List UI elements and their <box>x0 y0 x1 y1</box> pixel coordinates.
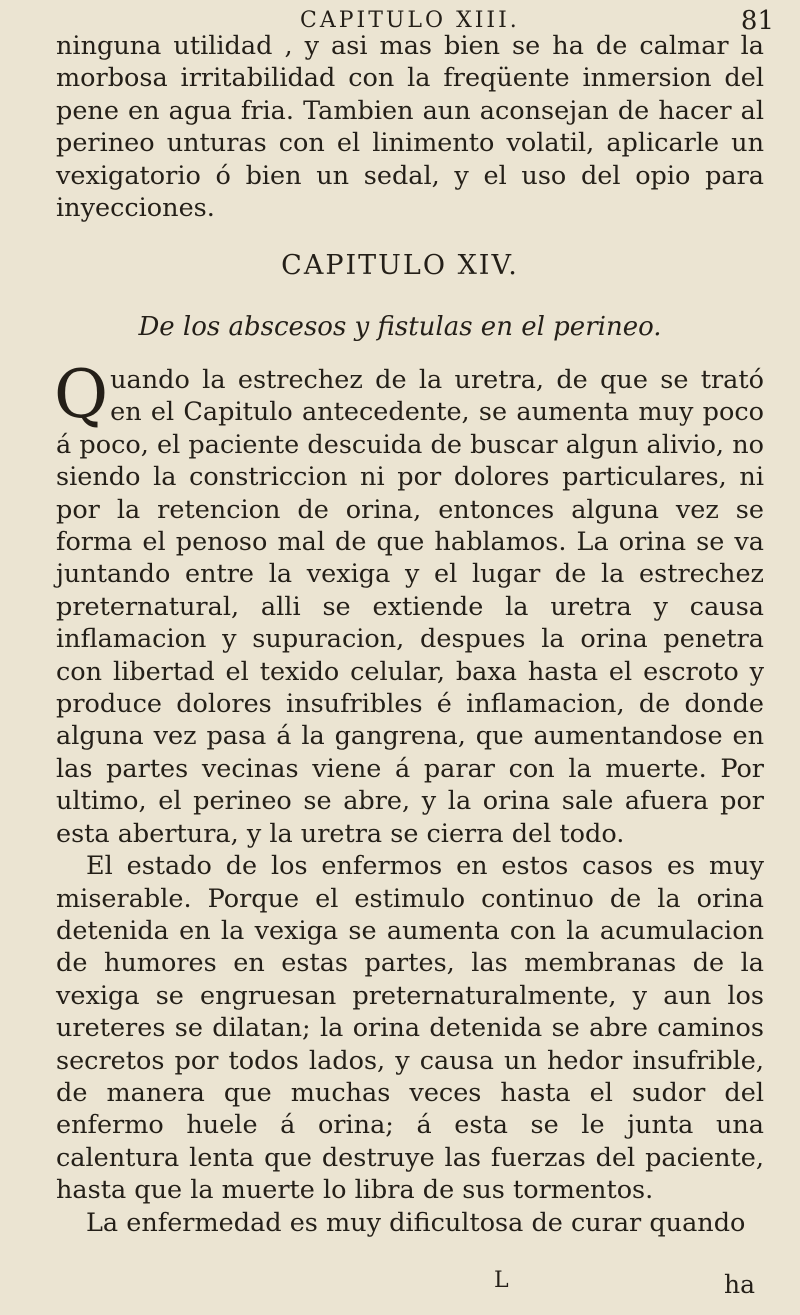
chapter-subtitle: De los abscesos y fistulas en el perineo. <box>138 312 662 342</box>
chapter-body <box>54 356 764 1239</box>
paragraph-third: La enfermedad es muy dificultosa de curar quando <box>86 1207 746 1238</box>
running-title: CAPITULO XIII. <box>300 8 520 33</box>
paragraph-text: uando la estrechez de la uretra, de que se trató en el Capitulo antecedente, se aumenta muy poco á poco, el paciente descuida de buscar algun alivio, no siendo la constriccion ni por dolores particulares, ni por la retencion de orina, entonces alguna vez se forma el penoso mal de que hablamos. La orina se va juntando entre la vexiga y el lugar de la estrechez preternatural, alli se extiende la uretra y causa inflamacion y supuracion, despues la orina penetra con libertad el texido celular, baxa hasta el escroto y produce dolores insufribles é inflamacion, de donde alguna vez pasa á la gangrena, que aumentandose en las partes vecinas viene á parar con la muerte. Por ultimo, el perineo se abre, y la orina sale afuera por esta abertura, y la uretra se cierra del todo. <box>56 365 764 849</box>
paragraph-text: ninguna utilidad , y asi mas bien se ha de calmar la morbosa irritabilidad con la freqüente inmersion del pene en agua fria. Tambien aun aconsejan de hacer al perineo unturas con el linimento volatil, aplicarle un vexigatorio ó bien un sedal, y el uso del opio para inyecciones. <box>56 31 764 224</box>
paragraph-continuation <box>56 30 764 224</box>
paragraph-first <box>54 356 764 850</box>
drop-cap: Q <box>54 356 109 433</box>
page-number: 81 <box>740 6 774 36</box>
catchword: ha <box>724 1270 756 1299</box>
chapter-heading: CAPITULO XIV. <box>281 250 519 281</box>
paragraph-second: El estado de los enfermos en estos casos es muy miserable. Porque el estimulo continuo de la orina detenida en la vexiga se aumenta con la acumulacion de humores en estas partes, las membranas de la vexiga se engruesan preternaturalmente, y aun los ureteres se dilatan; la orina detenida se abre caminos secretos por todos lados, y causa un hedor insufrible, de manera que muchas veces hasta el sudor del enfermo huele á orina; á esta se le junta una calentura lenta que destruye las fuerzas del paciente, hasta que la muerte lo libra de sus tormentos. <box>56 851 764 1206</box>
page-footer <box>0 1268 800 1302</box>
signature-mark: L <box>494 1268 509 1293</box>
